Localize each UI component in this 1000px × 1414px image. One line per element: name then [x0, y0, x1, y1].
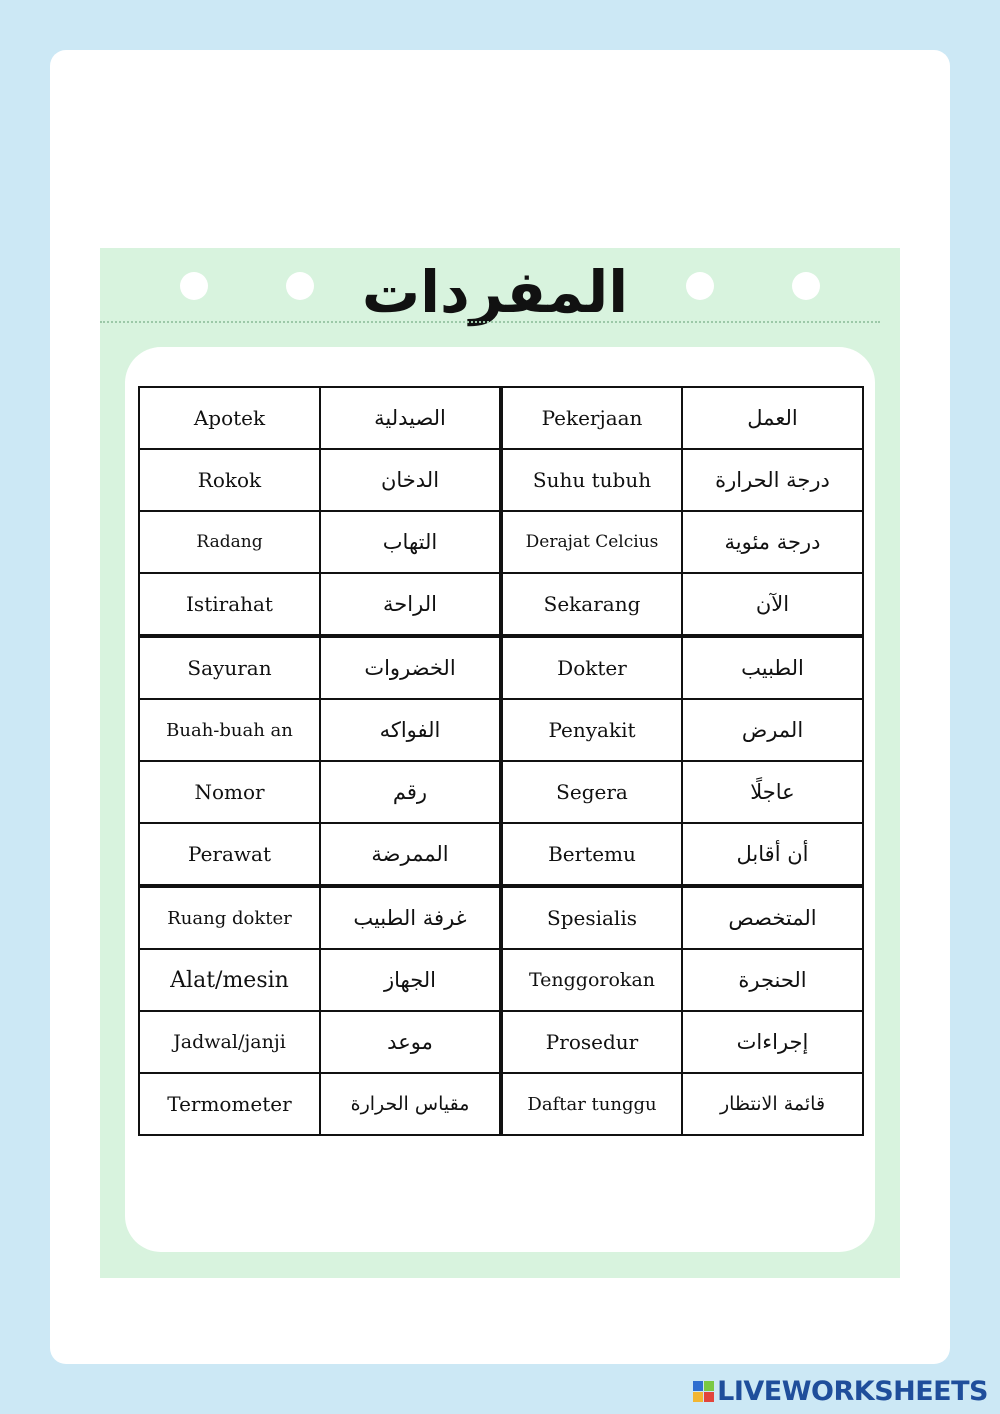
- liveworksheets-wordmark: LIVEWORKSHEETS: [717, 1375, 988, 1407]
- arabic-word: الحنجرة: [682, 949, 863, 1011]
- indonesian-word: Jadwal/janji: [139, 1011, 320, 1073]
- indonesian-word: Alat/mesin: [139, 949, 320, 1011]
- indonesian-word: Daftar tunggu: [501, 1073, 682, 1135]
- table-row: [139, 449, 863, 511]
- indonesian-word: Bertemu: [501, 823, 682, 886]
- indonesian-word: Derajat Celcius: [501, 511, 682, 573]
- arabic-word: الطبيب: [682, 636, 863, 699]
- indonesian-word: Pekerjaan: [501, 387, 682, 449]
- arabic-word: الصيدلية: [320, 387, 501, 449]
- indonesian-word: Radang: [139, 511, 320, 573]
- table-row: [139, 573, 863, 636]
- arabic-word: قائمة الانتظار: [682, 1073, 863, 1135]
- arabic-word: درجة الحرارة: [682, 449, 863, 511]
- arabic-word: مقياس الحرارة: [320, 1073, 501, 1135]
- table-row: [139, 636, 863, 699]
- arabic-word: غرفة الطبيب: [320, 886, 501, 949]
- arabic-word: موعد: [320, 1011, 501, 1073]
- arabic-word: الممرضة: [320, 823, 501, 886]
- arabic-word: العمل: [682, 387, 863, 449]
- indonesian-word: Perawat: [139, 823, 320, 886]
- arabic-word: أن أقابل: [682, 823, 863, 886]
- vocabulary-table: [138, 386, 864, 1136]
- arabic-word: رقم: [320, 761, 501, 823]
- indonesian-word: Dokter: [501, 636, 682, 699]
- indonesian-word: Spesialis: [501, 886, 682, 949]
- binder-hole-1: [180, 272, 208, 300]
- arabic-word: الآن: [682, 573, 863, 636]
- arabic-word: الراحة: [320, 573, 501, 636]
- arabic-word: الدخان: [320, 449, 501, 511]
- indonesian-word: Apotek: [139, 387, 320, 449]
- table-row: [139, 886, 863, 949]
- indonesian-word: Rokok: [139, 449, 320, 511]
- indonesian-word: Termometer: [139, 1073, 320, 1135]
- binder-hole-4: [792, 272, 820, 300]
- arabic-word: درجة مئوية: [682, 511, 863, 573]
- arabic-word: عاجلًا: [682, 761, 863, 823]
- table-row: [139, 1073, 863, 1135]
- indonesian-word: Penyakit: [501, 699, 682, 761]
- page-title: المفردات: [361, 258, 629, 326]
- arabic-word: المرض: [682, 699, 863, 761]
- arabic-word: التهاب: [320, 511, 501, 573]
- arabic-word: المتخصص: [682, 886, 863, 949]
- binder-hole-3: [686, 272, 714, 300]
- table-row: [139, 949, 863, 1011]
- indonesian-word: Tenggorokan: [501, 949, 682, 1011]
- arabic-word: الخضروات: [320, 636, 501, 699]
- indonesian-word: Prosedur: [501, 1011, 682, 1073]
- indonesian-word: Nomor: [139, 761, 320, 823]
- liveworksheets-logo: [693, 1376, 988, 1406]
- table-row: [139, 387, 863, 449]
- title-divider: [100, 321, 880, 323]
- liveworksheets-logo-icon: [693, 1381, 714, 1402]
- arabic-word: الجهاز: [320, 949, 501, 1011]
- indonesian-word: Segera: [501, 761, 682, 823]
- table-row: [139, 823, 863, 886]
- indonesian-word: Sayuran: [139, 636, 320, 699]
- table-row: [139, 511, 863, 573]
- arabic-word: إجراءات: [682, 1011, 863, 1073]
- indonesian-word: Istirahat: [139, 573, 320, 636]
- table-row: [139, 761, 863, 823]
- arabic-word: الفواكه: [320, 699, 501, 761]
- table-row: [139, 699, 863, 761]
- indonesian-word: Sekarang: [501, 573, 682, 636]
- table-row: [139, 1011, 863, 1073]
- indonesian-word: Buah-buah an: [139, 699, 320, 761]
- indonesian-word: Ruang dokter: [139, 886, 320, 949]
- indonesian-word: Suhu tubuh: [501, 449, 682, 511]
